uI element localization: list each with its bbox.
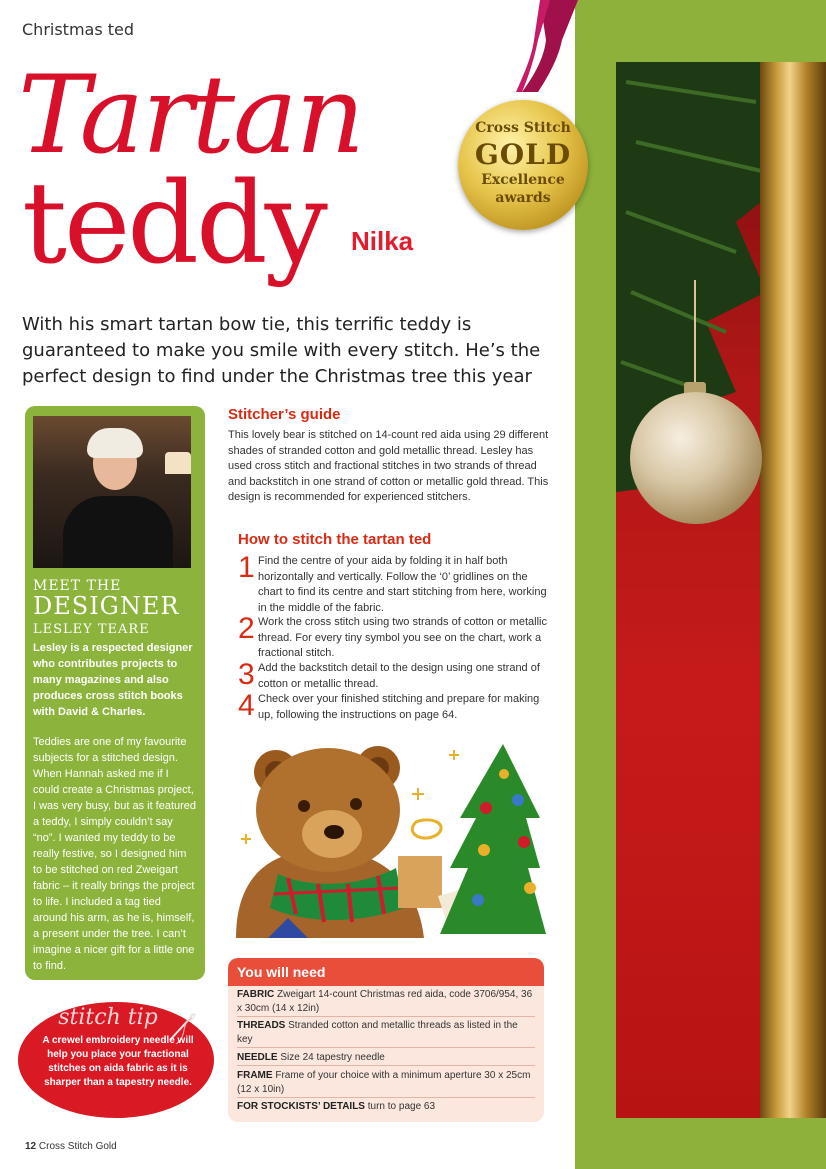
step-number: 1 <box>238 551 255 584</box>
stitch-tip-title: stitch tip <box>58 1005 158 1030</box>
meet-the-label: MEET THE <box>33 578 122 594</box>
designer-photo-body <box>63 496 173 568</box>
step-item <box>238 612 550 662</box>
step-text: Work the cross stitch using two strands of cotton or metallic thread. For every tiny symbol you see on the chart, work a fractional stitch. <box>258 616 547 659</box>
bauble-string <box>694 280 696 384</box>
designer-photo <box>33 416 191 568</box>
need-label: FRAME <box>237 1070 273 1081</box>
step-number: 4 <box>238 689 255 722</box>
need-row <box>237 1051 535 1065</box>
step-number: 3 <box>238 658 255 691</box>
need-text: Zweigart 14-count Christmas red aida, code 3706/954, 36 x 30cm (14 x 12in) <box>237 989 533 1014</box>
medal-line-2: GOLD <box>474 138 572 171</box>
how-to-title: How to stitch the tartan ted <box>238 531 432 548</box>
credit-text: Nilka <box>351 226 414 256</box>
gold-award-medal <box>458 100 588 230</box>
title-line-2: teddy <box>22 159 325 289</box>
need-text: Size 24 tapestry needle <box>280 1052 385 1063</box>
ribbon-icon <box>500 0 580 92</box>
stitchers-guide-title: Stitcher’s guide <box>228 406 341 423</box>
need-row <box>237 1019 535 1047</box>
medal-line-4: awards <box>495 190 551 206</box>
need-row <box>237 1100 535 1114</box>
designer-photo-lamp <box>165 452 191 474</box>
gilt-picture-frame <box>760 62 826 1118</box>
you-will-need-title: You will need <box>237 964 326 980</box>
need-label: NEEDLE <box>237 1052 278 1063</box>
need-divider <box>237 1097 535 1098</box>
step-text: Add the backstitch detail to the design using one strand of cotton or metallic thread. <box>258 662 540 690</box>
medal-line-3: Excellence <box>481 172 565 188</box>
designer-photo-hair <box>87 428 143 458</box>
step-text: Check over your finished stitching and prepare for making up, following the instructions on page 64. <box>258 693 540 721</box>
step-text: Find the centre of your aida by folding it in half both horizontally and vertically. Follow the ‘0’ gridlines on the chart to find its centre and start stitching from here, working in the middle of the fabric. <box>258 555 547 614</box>
need-label: THREADS <box>237 1020 286 1031</box>
need-row <box>237 988 535 1016</box>
step-number: 2 <box>238 612 255 645</box>
step-item <box>238 658 550 692</box>
magazine-name: Cross Stitch Gold <box>38 1141 117 1152</box>
page-folio <box>25 1141 117 1152</box>
running-head: Christmas ted <box>22 20 135 39</box>
step-item <box>238 689 550 723</box>
need-text: Stranded cotton and metallic threads as listed in the key <box>237 1020 518 1045</box>
need-divider <box>237 1047 535 1048</box>
designer-name: LESLEY TEARE <box>33 622 150 637</box>
designer-heading: DESIGNER <box>33 592 180 620</box>
designer-bio: Lesley is a respected designer who contributes projects to many magazines and also produces cross stitch books with David & Charles. <box>33 642 193 718</box>
step-item <box>238 551 550 616</box>
stitch-tip-body: A crewel embroidery needle will help you place your fractional stitches on aida fabric as it is sharper than a tapestry needle. <box>42 1035 194 1088</box>
need-text: turn to page 63 <box>367 1101 436 1112</box>
intro-paragraph: With his smart tartan bow tie, this terrific teddy is guaranteed to make you smile with every stitch. He’s the perfect design to find under the Christmas tree this year <box>22 314 541 387</box>
page-number: 12 <box>25 1141 37 1152</box>
need-label: FOR STOCKISTS’ DETAILS <box>237 1101 365 1112</box>
need-label: FABRIC <box>237 989 275 1000</box>
title-line-1: Tartan <box>18 53 364 178</box>
designer-quote: Teddies are one of my favourite subjects for a stitched design. When Hannah asked me if I could create a Christmas project, I was very busy, but as it featured a teddy, I simply couldn’t say “no”. I wanted my teddy to be really festive, so I designed him to be stitched on red Zweigart fabric – it really brings the project to life. I included a tag tied around his arm, as he is, himself, a present under the tree. I can’t imagine a nicer gift for a little one to find. <box>33 736 197 972</box>
stitchers-guide-body: This lovely bear is stitched on 14-count red aida using 29 different shades of stranded cotton and gold metallic thread. Lesley has used cross stitch and fractional stitches in two strands of thread and backstitch in one strand of cotton or metallic gold thread. This design is recommended for experienced stitchers. <box>228 429 549 503</box>
need-divider <box>237 1065 535 1066</box>
gold-bauble-image <box>630 392 762 524</box>
need-divider <box>237 1016 535 1017</box>
medal-line-1: Cross Stitch <box>475 120 571 136</box>
teddy-cross-stitch-illustration <box>228 738 546 938</box>
need-text: Frame of your choice with a minimum aperture 30 x 25cm (12 x 10in) <box>237 1070 531 1095</box>
need-row <box>237 1069 535 1097</box>
